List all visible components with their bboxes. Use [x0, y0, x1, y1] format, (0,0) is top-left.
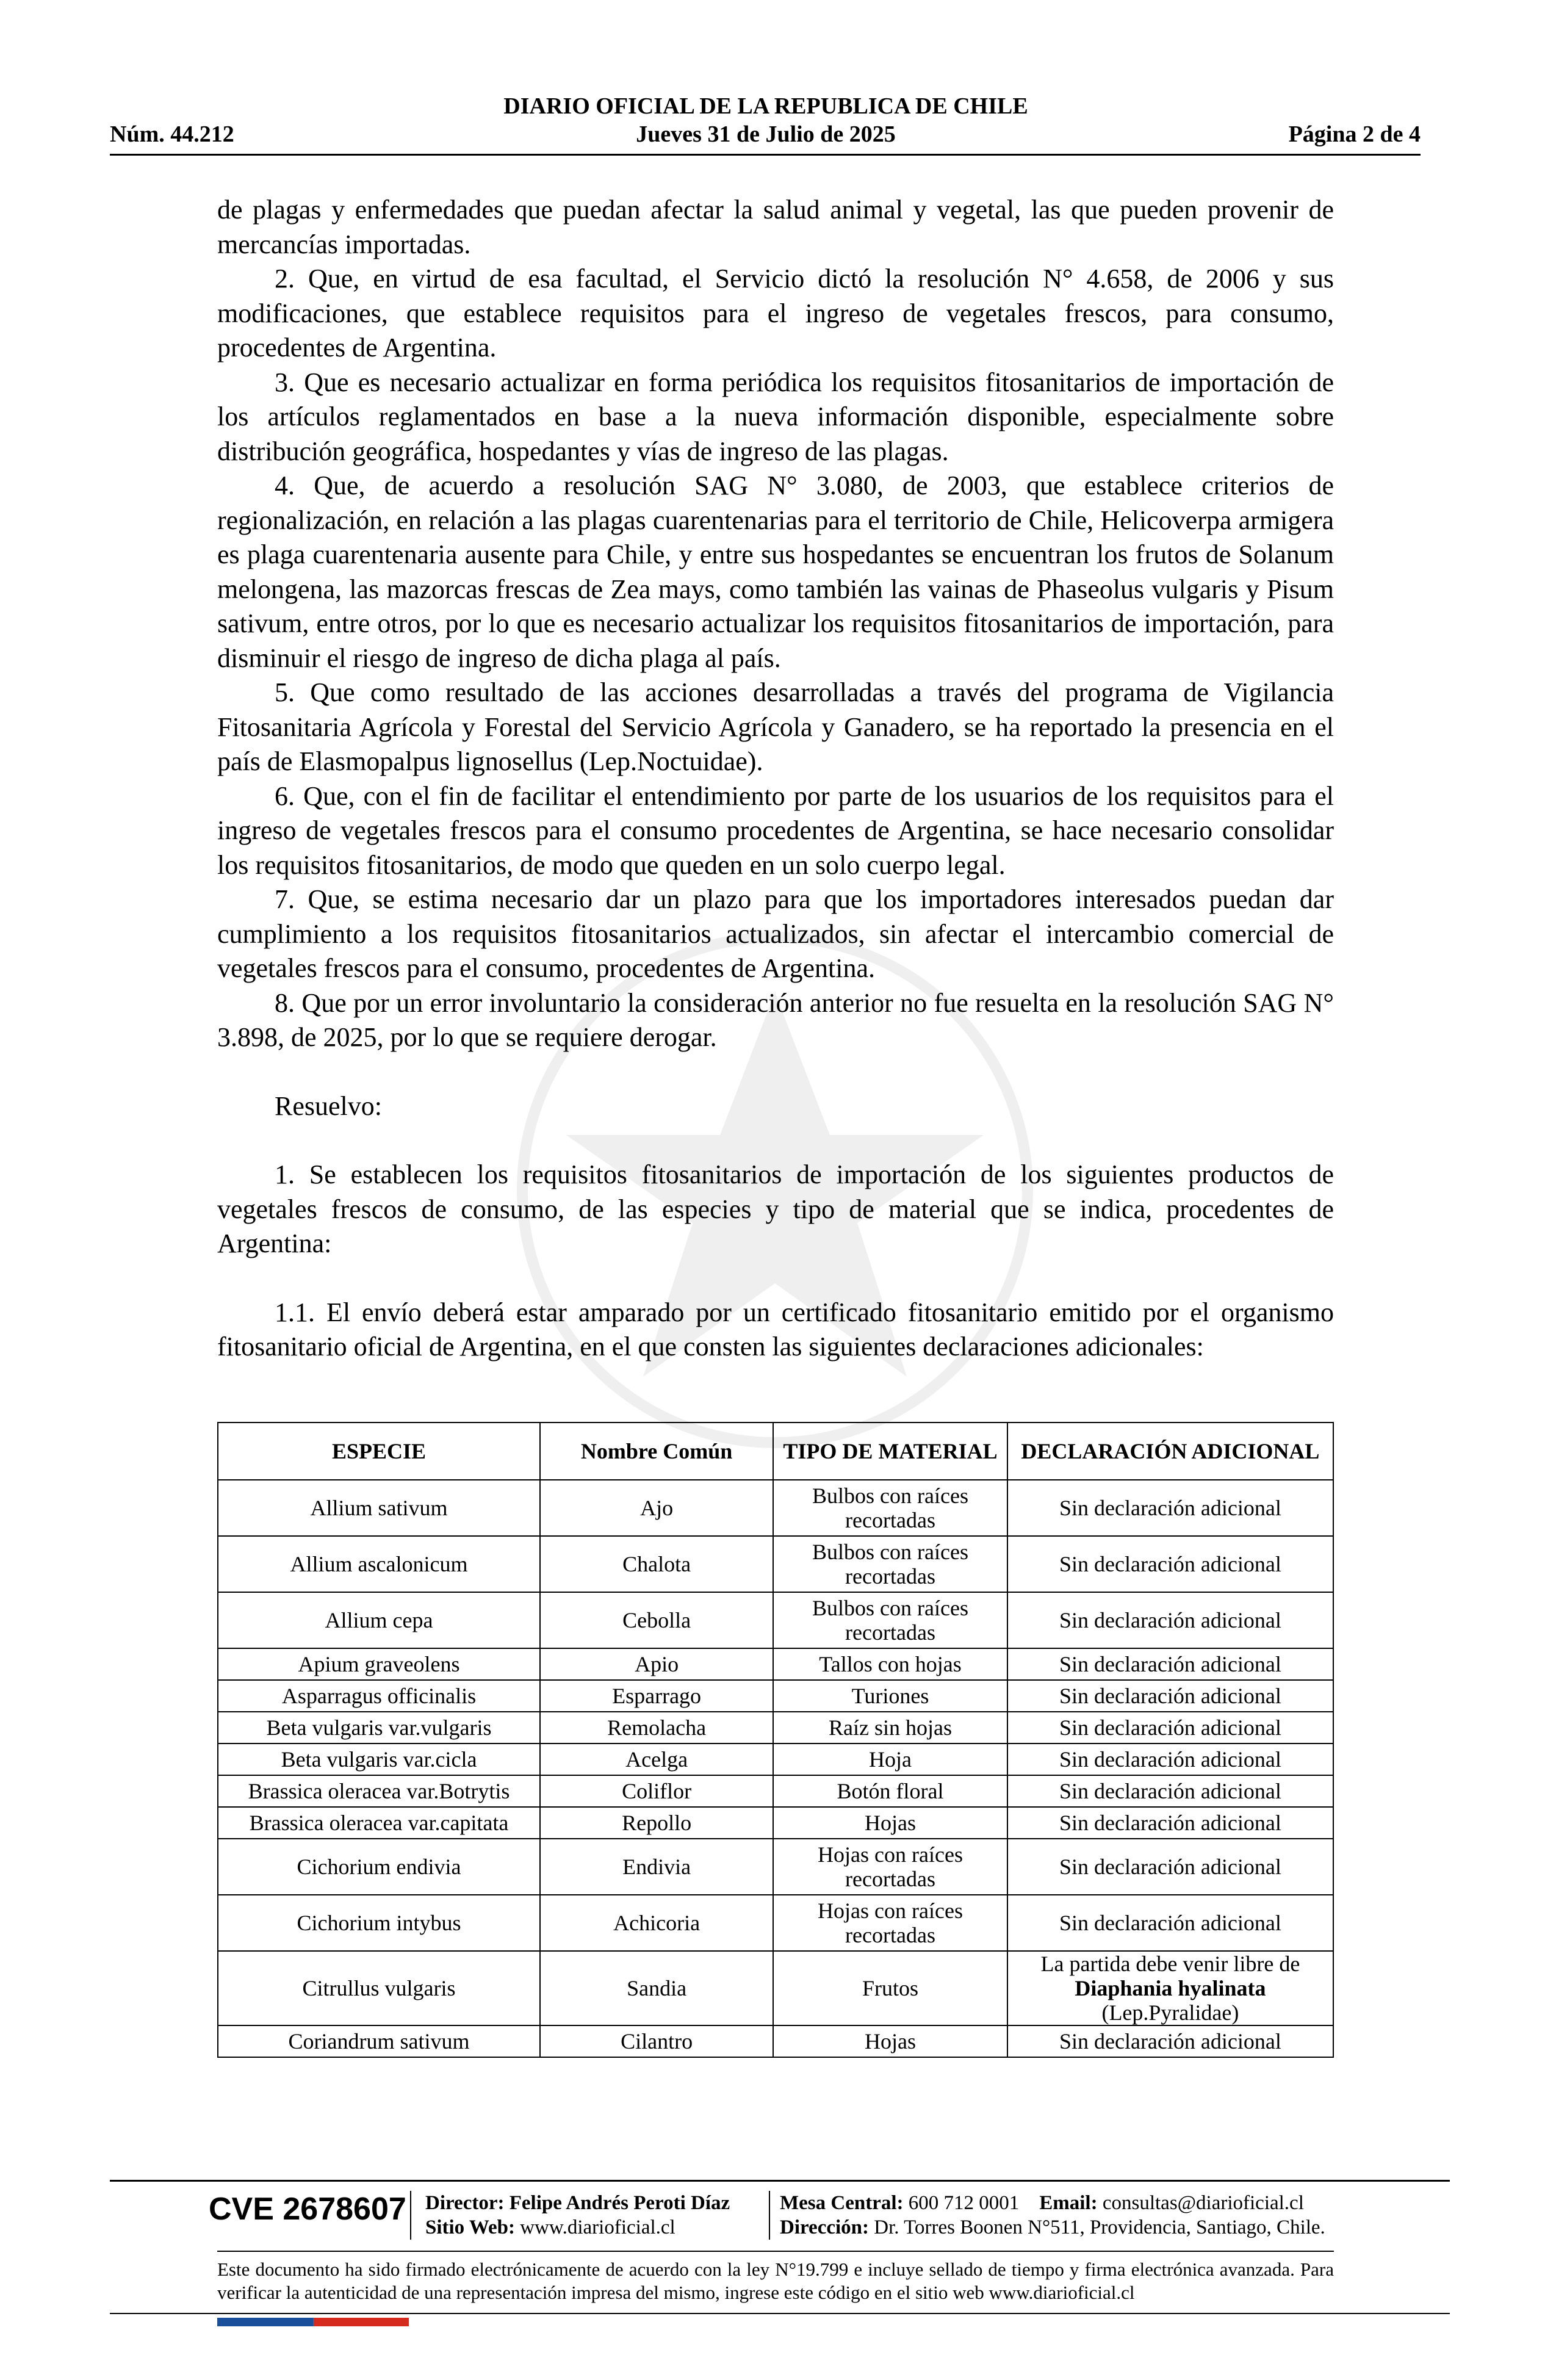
footer-separator	[769, 2191, 770, 2240]
paragraph-2: 2. Que, en virtud de esa facultad, el Servicio dictó la resolución N° 4.658, de 2006 y sus modificaciones, que establece requisitos para el ingreso de vegetales frescos, para consumo, procedentes de Argentina.	[217, 264, 1334, 362]
paragraph-7: 7. Que, se estima necesario dar un plazo para que los importadores interesados puedan dar cumplimiento a los requisitos fitosanitarios actualizados, sin afectar el intercambio comercial de vegetales frescos para el consumo, procedentes de Argentina.	[217, 884, 1334, 983]
cell-comun: Cebolla	[540, 1592, 773, 1648]
director-name: Felipe Andrés Peroti Díaz	[509, 2192, 730, 2214]
email-label: Email:	[1039, 2192, 1098, 2214]
table-row	[218, 1744, 1333, 1775]
address-text: Dr. Torres Boonen N°511, Providencia, Santiago, Chile.	[874, 2216, 1325, 2238]
cell-material: Tallos con hojas	[773, 1648, 1007, 1680]
cell-comun: Acelga	[540, 1744, 773, 1775]
issue-date: Jueves 31 de Julio de 2025	[636, 121, 896, 147]
website-label: Sitio Web:	[425, 2216, 516, 2238]
requirements-table	[217, 1422, 1334, 2058]
resolution-item-1: 1. Se establecen los requisitos fitosanitarios de importación de los siguientes productos de vegetales frescos de consumo, de las especies y tipo de material que se indica, procedentes de Argentina:	[217, 1159, 1334, 1258]
cell-material: Botón floral	[773, 1775, 1007, 1807]
cell-especie: Asparragus officinalis	[218, 1680, 540, 1712]
cell-comun: Sandia	[540, 1951, 773, 2025]
website-link[interactable]: www.diarioficial.cl	[520, 2216, 675, 2238]
flag-stripe-red	[313, 2318, 409, 2326]
paragraph-5: 5. Que como resultado de las acciones desarrolladas a través del programa de Vigilancia Fitosanitaria Agrícola y Forestal del Servicio Agrícola y Ganadero, se ha reportado la presencia en el país de Elasmopalpus lignosellus (Lep.Noctuidae).	[217, 677, 1334, 776]
cell-especie: Allium cepa	[218, 1592, 540, 1648]
table-row	[218, 1712, 1333, 1744]
resolution-item-1-1: 1.1. El envío deberá estar amparado por un certificado fitosanitario emitido por el organismo fitosanitario oficial de Argentina, en el que consten las siguientes declaraciones adicionales:	[217, 1297, 1334, 1361]
footer-separator	[410, 2191, 411, 2240]
cell-especie: Allium sativum	[218, 1480, 540, 1536]
paragraph-6: 6. Que, con el fin de facilitar el entendimiento por parte de los usuarios de los requisitos para el ingreso de vegetales frescos para el consumo procedentes de Argentina, se hace necesario consolidar los requisitos fitosanitarios, de modo que queden en un solo cuerpo legal.	[217, 781, 1334, 880]
footer-divider-bottom	[110, 2313, 1450, 2314]
cell-material: Hoja	[773, 1744, 1007, 1775]
cell-comun: Remolacha	[540, 1712, 773, 1744]
footer-contact-block	[780, 2191, 1325, 2240]
cell-declaracion: Sin declaración adicional	[1007, 2025, 1333, 2057]
cell-material: Hojas	[773, 2025, 1007, 2057]
flag-stripe-blue	[217, 2318, 313, 2326]
cell-especie: Beta vulgaris var.cicla	[218, 1744, 540, 1775]
table-row	[218, 1951, 1333, 2025]
cell-material: Frutos	[773, 1951, 1007, 2025]
table-row	[218, 1775, 1333, 1807]
cell-especie: Brassica oleracea var.Botrytis	[218, 1775, 540, 1807]
mesa-label: Mesa Central:	[780, 2192, 904, 2214]
header-declaracion: DECLARACIÓN ADICIONAL	[1007, 1423, 1333, 1480]
cell-especie: Brassica oleracea var.capitata	[218, 1807, 540, 1839]
director-label: Director:	[425, 2192, 505, 2214]
header-nombre-comun: Nombre Común	[540, 1423, 773, 1480]
cell-declaracion: Sin declaración adicional	[1007, 1592, 1333, 1648]
cell-especie: Apium graveolens	[218, 1648, 540, 1680]
table-row	[218, 1680, 1333, 1712]
address-label: Dirección:	[780, 2216, 870, 2238]
flag-stripe	[217, 2318, 409, 2326]
footer-divider-middle	[217, 2251, 1334, 2252]
pest-family: (Lep.Pyralidae)	[1101, 2000, 1239, 2025]
table-row	[218, 2025, 1333, 2057]
cell-comun: Endivia	[540, 1839, 773, 1895]
cell-material: Turiones	[773, 1680, 1007, 1712]
cell-comun: Coliflor	[540, 1775, 773, 1807]
cell-material: Hojas	[773, 1807, 1007, 1839]
issue-number: Núm. 44.212	[110, 121, 234, 147]
journal-title: DIARIO OFICIAL DE LA REPUBLICA DE CHILE	[503, 93, 1028, 119]
header-tipo-material: TIPO DE MATERIAL	[773, 1423, 1007, 1480]
cell-material: Hojas con raíces recortadas	[773, 1839, 1007, 1895]
cell-comun: Achicoria	[540, 1895, 773, 1951]
cell-declaracion: Sin declaración adicional	[1007, 1839, 1333, 1895]
cell-especie: Allium ascalonicum	[218, 1536, 540, 1592]
cell-declaracion	[1007, 1951, 1333, 2025]
pest-name: Diaphania hyalinata	[1075, 1976, 1266, 2000]
cell-comun: Esparrago	[540, 1680, 773, 1712]
cell-comun: Ajo	[540, 1480, 773, 1536]
cell-comun: Cilantro	[540, 2025, 773, 2057]
email-link[interactable]: consultas@diarioficial.cl	[1102, 2192, 1304, 2214]
cell-declaracion: Sin declaración adicional	[1007, 1648, 1333, 1680]
declaration-prefix: La partida debe venir libre de	[1040, 1952, 1300, 1976]
table-row	[218, 1592, 1333, 1648]
table-row	[218, 1480, 1333, 1536]
cell-comun: Chalota	[540, 1536, 773, 1592]
cell-especie: Coriandrum sativum	[218, 2025, 540, 2057]
cve-code: CVE 2678607	[209, 2191, 406, 2227]
footer-director-block	[425, 2191, 730, 2240]
paragraph-3: 3. Que es necesario actualizar en forma periódica los requisitos fitosanitarios de importación de los artículos reglamentados en base a la nueva información disponible, especialmente sobre distribución geográfica, hospedantes y vías de ingreso de las plagas.	[217, 367, 1334, 466]
cell-declaracion: Sin declaración adicional	[1007, 1775, 1333, 1807]
cell-especie: Citrullus vulgaris	[218, 1951, 540, 2025]
cell-especie: Cichorium intybus	[218, 1895, 540, 1951]
page-number: Página 2 de 4	[1288, 121, 1421, 147]
table-row	[218, 1839, 1333, 1895]
signature-notice: Este documento ha sido firmado electrónicamente de acuerdo con la ley N°19.799 e incluye sellado de tiempo y firma electrónica avanzada. Para verificar la autenticidad de una representación impresa del mismo, ingrese este código en el sitio web www.diarioficial.cl	[217, 2259, 1334, 2303]
table-row	[218, 1807, 1333, 1839]
cell-declaracion: Sin declaración adicional	[1007, 1680, 1333, 1712]
resuelvo-heading: Resuelvo:	[275, 1091, 382, 1121]
header-divider	[110, 154, 1421, 156]
table-row	[218, 1648, 1333, 1680]
cell-material: Bulbos con raíces recortadas	[773, 1592, 1007, 1648]
paragraph-8: 8. Que por un error involuntario la consideración anterior no fue resuelta en la resolución SAG N° 3.898, de 2025, por lo que se requiere derogar.	[217, 987, 1334, 1052]
mesa-phone: 600 712 0001	[908, 2192, 1020, 2214]
cell-especie: Cichorium endivia	[218, 1839, 540, 1895]
cell-especie: Beta vulgaris var.vulgaris	[218, 1712, 540, 1744]
cell-declaracion: Sin declaración adicional	[1007, 1712, 1333, 1744]
table-header-row	[218, 1423, 1333, 1480]
cell-declaracion: Sin declaración adicional	[1007, 1744, 1333, 1775]
cell-declaracion: Sin declaración adicional	[1007, 1480, 1333, 1536]
cell-declaracion: Sin declaración adicional	[1007, 1536, 1333, 1592]
document-body	[217, 193, 1334, 1365]
table-row	[218, 1536, 1333, 1592]
paragraph-continuation: de plagas y enfermedades que puedan afectar la salud animal y vegetal, las que pueden provenir de mercancías importadas.	[217, 195, 1334, 259]
cell-declaracion: Sin declaración adicional	[1007, 1807, 1333, 1839]
footer-divider-top	[110, 2180, 1450, 2182]
cell-material: Bulbos con raíces recortadas	[773, 1536, 1007, 1592]
cell-declaracion: Sin declaración adicional	[1007, 1895, 1333, 1951]
cell-material: Hojas con raíces recortadas	[773, 1895, 1007, 1951]
header-especie: ESPECIE	[218, 1423, 540, 1480]
cell-material: Bulbos con raíces recortadas	[773, 1480, 1007, 1536]
cell-comun: Repollo	[540, 1807, 773, 1839]
paragraph-4: 4. Que, de acuerdo a resolución SAG N° 3.080, de 2003, que establece criterios de regionalización, en relación a las plagas cuarentenarias para el territorio de Chile, Helicoverpa armigera es plaga cuarentenaria ausente para Chile, y entre sus hospedantes se encuentran los frutos de Solanum melongena, las mazorcas frescas de Zea mays, como también las vainas de Phaseolus vulgaris y Pisum sativum, entre otros, por lo que es necesario actualizar los requisitos fitosanitarios de importación, para disminuir el riesgo de ingreso de dicha plaga al país.	[217, 471, 1334, 673]
table-row	[218, 1895, 1333, 1951]
cell-material: Raíz sin hojas	[773, 1712, 1007, 1744]
cell-comun: Apio	[540, 1648, 773, 1680]
